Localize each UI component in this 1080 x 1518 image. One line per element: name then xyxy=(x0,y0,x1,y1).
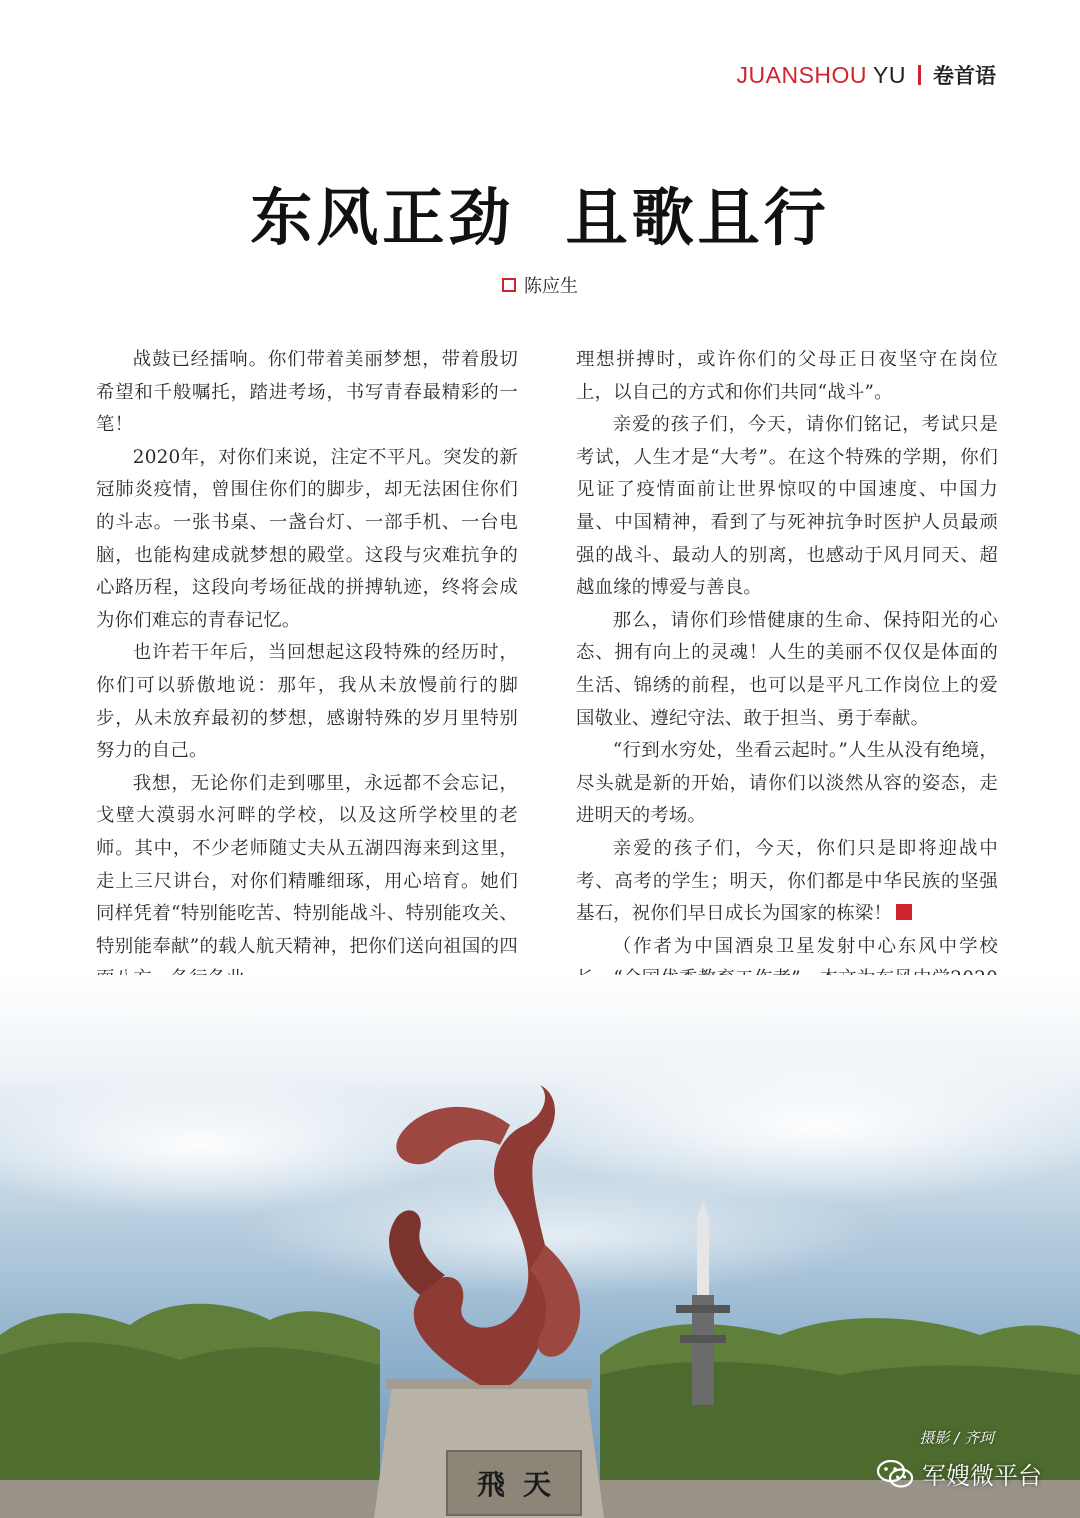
header-section-name: 卷首语 xyxy=(933,63,996,88)
left-column xyxy=(96,344,518,1028)
feitian-statue-photo xyxy=(0,975,1080,1518)
page-header xyxy=(737,58,996,92)
right-paragraph: 亲爱的孩子们，今天，请你们铭记，考试只是考试，人生才是“大考”。在这个特殊的学期，你们见证了疫情面前让世界惊叹的中国速度、中国力量、中国精神，看到了与死神抗争时医护人员最顽强的战斗、最动人的别离，也感动于风月同天、超越血缘的博爱与善良。 xyxy=(576,414,998,599)
right-paragraph: 理想拼搏时，或许你们的父母正日夜坚守在岗位上，以自己的方式和你们共同“战斗”。 xyxy=(576,349,998,403)
right-paragraph-closing xyxy=(576,833,998,931)
wechat-icon xyxy=(876,1459,914,1489)
left-paragraph: 也许若干年后，当回想起这段特殊的经历时，你们可以骄傲地说：那年，我从未放慢前行的脚步，从未放弃最初的梦想，感谢特殊的岁月里特别努力的自己。 xyxy=(96,642,518,762)
right-column xyxy=(576,344,998,1028)
left-paragraph: 2020年，对你们来说，注定不平凡。突发的新冠肺炎疫情，曾围住你们的脚步，却无法困住你们的斗志。一张书桌、一盏台灯、一部手机、一台电脑，也能构建成就梦想的殿堂。这段与灾难抗争的心路历程，这段向考场征战的拼搏轨迹，终将会成为你们难忘的青春记忆。 xyxy=(96,446,518,631)
photo-illustration xyxy=(0,975,1080,1518)
plaque-char-left: 飛 xyxy=(476,1468,505,1501)
author-note: （作者为中国酒泉卫星发射中心东风中学校 xyxy=(612,935,998,957)
right-paragraph: “行到水穷处，坐看云起时。”人生从没有绝境，尽头就是新的开始，请你们以淡然从容的姿态，走进明天的考场。 xyxy=(576,740,998,827)
closing-text: 亲爱的孩子们，今天，你们只是即将迎战中考、高考的学生；明天，你们都是中华民族的坚强基石，祝你们早日成长为国家的栋梁！ xyxy=(576,837,998,925)
end-mark-icon xyxy=(896,904,912,920)
watermark-text: 军嫂微平台 xyxy=(922,1462,1042,1490)
left-paragraph: 战鼓已经擂响。你们带着美丽梦想，带着殷切希望和千般嘱托，踏进考场，书写青春最精彩的一笔！ xyxy=(96,349,518,436)
watermark xyxy=(876,1456,1042,1491)
header-pinyin-red: JUANSHOU xyxy=(736,61,868,88)
photo-credit: 摄影 / 齐珂 xyxy=(919,1429,994,1447)
author-name: 陈应生 xyxy=(524,276,578,297)
author-line xyxy=(0,272,1080,298)
right-paragraph: 那么，请你们珍惜健康的生命、保持阳光的心态、拥有向上的灵魂！人生的美丽不仅仅是体面的生活、锦绣的前程，也可以是平凡工作岗位上的爱国敬业、遵纪守法、敢于担当、勇于奉献。 xyxy=(576,609,998,729)
header-separator xyxy=(918,65,921,85)
plaque-char-right: 天 xyxy=(523,1468,552,1501)
statue-plaque xyxy=(446,1450,582,1516)
header-pinyin-black: YU xyxy=(873,61,906,88)
article-title: 东风正劲 且歌且行 xyxy=(250,181,830,254)
author-box-icon xyxy=(502,278,516,292)
left-paragraph: 我想，无论你们走到哪里，永远都不会忘记，戈壁大漠弱水河畔的学校，以及这所学校里的老师。其中，不少老师随丈夫从五湖四海来到这里，走上三尺讲台，对你们精雕细琢，用心培育。她们同样凭着“特别能吃苦、特别能战斗、特别能攻关、特别能奉献”的载人航天精神，把你们送向祖国的四 xyxy=(96,772,518,957)
